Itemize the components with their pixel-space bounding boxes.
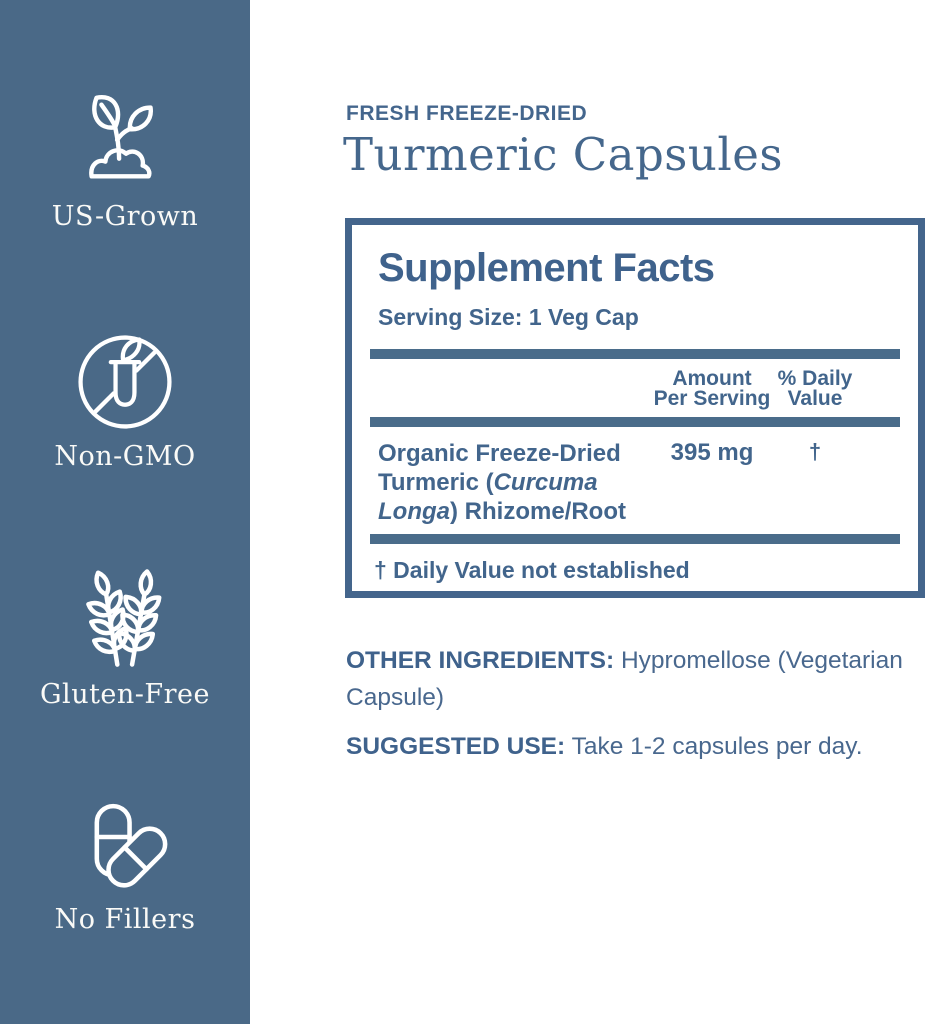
feature-label: Gluten-Free xyxy=(39,679,211,710)
daily-value-footnote: † Daily Value not established xyxy=(374,557,690,583)
suggested-use-label: SUGGESTED USE: xyxy=(346,733,566,760)
facts-column-headers xyxy=(370,359,900,417)
feature-no-fillers xyxy=(0,797,250,935)
suggested-use xyxy=(346,728,924,765)
serving-size: Serving Size: 1 Veg Cap xyxy=(378,304,639,330)
feature-label: US-Grown xyxy=(51,201,199,232)
ingredient-daily-value: † xyxy=(808,439,822,464)
ingredient-amount: 395 mg xyxy=(670,439,754,466)
ingredient-botanical-name: Curcuma Longa xyxy=(378,469,598,525)
ingredient-row xyxy=(370,427,900,534)
ingredient-name-part: ) Rhizome/Root xyxy=(450,498,626,525)
column-header-line: Value xyxy=(787,387,843,410)
column-header-line: Amount xyxy=(672,367,752,390)
divider-rule xyxy=(370,417,900,427)
product-title: Turmeric Capsules xyxy=(343,128,783,181)
feature-non-gmo xyxy=(0,330,250,472)
column-header-line: Per Serving xyxy=(653,387,771,410)
other-ingredients-label: OTHER INGREDIENTS: xyxy=(346,647,615,674)
column-header-line: % Daily xyxy=(777,367,853,390)
feature-us-grown xyxy=(0,86,250,232)
divider-rule xyxy=(370,349,900,359)
column-header-daily-value xyxy=(755,369,875,409)
sprout-icon xyxy=(71,86,179,194)
wheat-icon xyxy=(70,560,180,672)
supplement-facts-panel xyxy=(345,218,925,598)
supplement-facts-title: Supplement Facts xyxy=(378,246,715,290)
ingredient-name-part: Organic Freeze-Dried Turmeric ( xyxy=(378,440,621,496)
feature-gluten-free xyxy=(0,560,250,710)
no-gmo-icon xyxy=(73,330,177,434)
feature-label: No Fillers xyxy=(54,904,196,935)
other-ingredients-text: Hypromellose (Vegetarian Capsule) xyxy=(346,647,903,711)
suggested-use-text: Take 1-2 capsules per day. xyxy=(571,733,863,760)
divider-rule xyxy=(370,534,900,544)
feature-sidebar xyxy=(0,0,250,1024)
capsules-icon xyxy=(75,797,175,897)
feature-label: Non-GMO xyxy=(54,441,196,472)
other-ingredients xyxy=(346,642,924,716)
product-eyebrow: FRESH FREEZE-DRIED xyxy=(346,102,588,125)
ingredient-name xyxy=(378,439,668,526)
